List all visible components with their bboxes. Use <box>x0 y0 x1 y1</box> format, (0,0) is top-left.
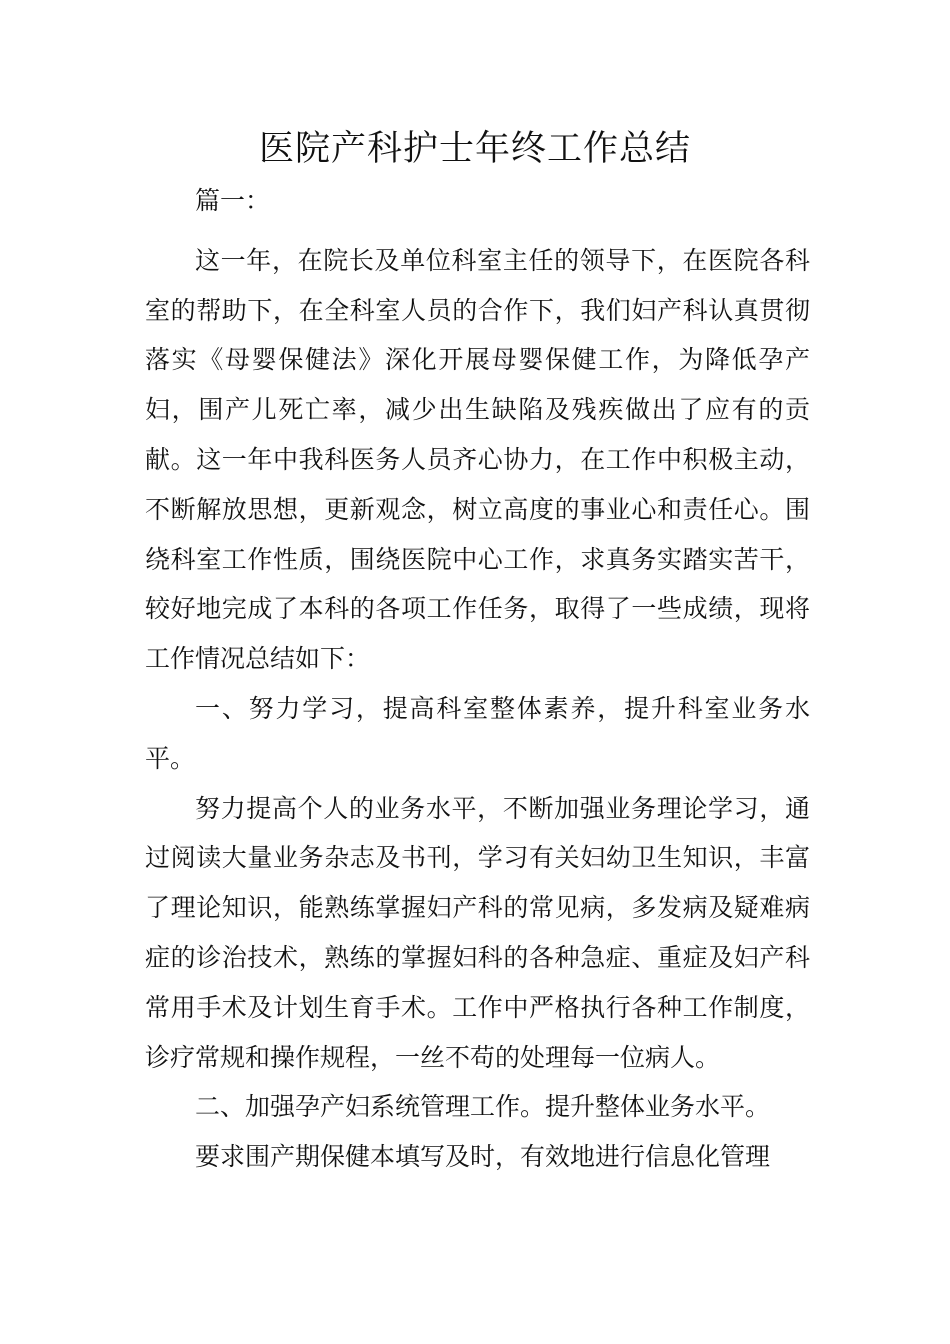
document-title: 医院产科护士年终工作总结 <box>258 129 691 169</box>
section-label: 篇一： <box>195 186 271 215</box>
paragraph-section-1: 努力提高个人的业务水平，不断加强业务理论学习，通过阅读大量业务杂志及书刊，学习有关妇幼卫生知识，丰富了理论知识，能熟练掌握妇产科的常见病，多发病及疑难病症的诊治技术，熟练的掌握妇科的各种急症、重症及妇产科常用手术及计划生育手术。工作中严格执行各种工作制度，诊疗常规和操作规程，一丝不苟的处理每一位病人。 <box>145 793 810 1072</box>
heading-section-2: 二、加强孕产妇系统管理工作。提升整体业务水平。 <box>195 1092 771 1122</box>
paragraph-section-2: 要求围产期保健本填写及时，有效地进行信息化管理 <box>195 1142 771 1172</box>
document-body <box>145 176 810 1182</box>
heading-section-1: 一、努力学习，提高科室整体素养，提升科室业务水平。 <box>145 693 810 773</box>
paragraph-intro: 这一年，在院长及单位科室主任的领导下，在医院各科室的帮助下，在全科室人员的合作下，我们妇产科认真贯彻落实《母婴保健法》深化开展母婴保健工作，为降低孕产妇，围产儿死亡率，减少出生缺陷及残疾做出了应有的贡献。这一年中我科医务人员齐心协力，在工作中积极主动，不断解放思想，更新观念，树立高度的事业心和责任心。围绕科室工作性质，围绕医院中心工作，求真务实踏实苦干，较好地完成了本科的各项工作任务，取得了一些成绩，现将工作情况总结如下： <box>145 245 810 674</box>
